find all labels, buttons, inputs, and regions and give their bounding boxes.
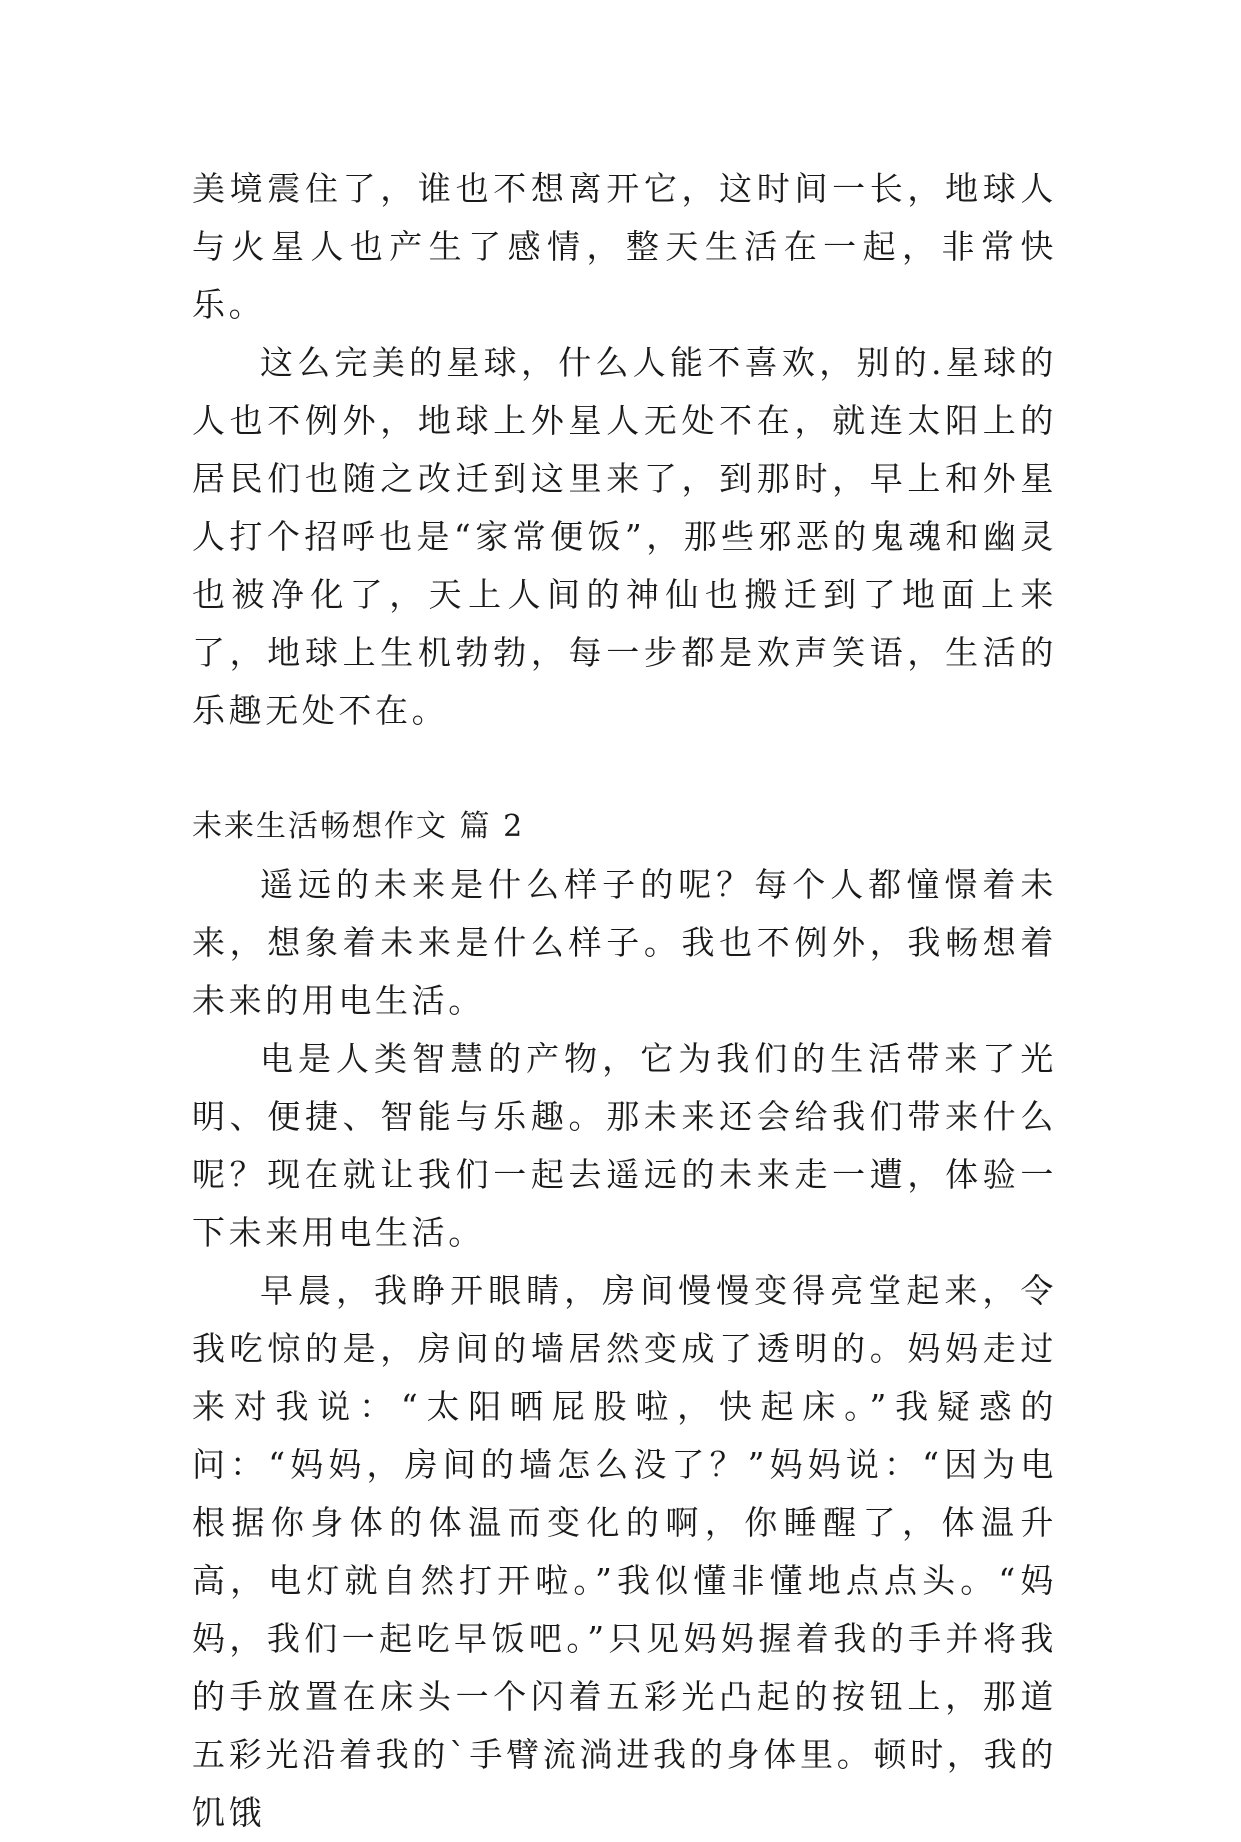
paragraph-distant-future: 遥远的未来是什么样子的呢？每个人都憧憬着未来，想象着未来是什么样子。我也不例外，我畅想着未来的用电生活。 [192,865,1057,1020]
paragraph-continuation: 美境震住了，谁也不想离开它，这时间一长，地球人与火星人也产生了感情，整天生活在一起，非常快乐。 [192,169,1057,324]
document-page [192,160,1057,1842]
section-heading: 未来生活畅想作文 篇 2 [192,809,525,844]
section-spacer [192,740,1057,798]
paragraph-morning: 早晨，我睁开眼睛，房间慢慢变得亮堂起来，令我吃惊的是，房间的墙居然变成了透明的。妈妈走过来对我说：“太阳晒屁股啦，快起床。”我疑惑的问：“妈妈，房间的墙怎么没了？”妈妈说：“因为电根据你身体的体温而变化的啊，你睡醒了，体温升高，电灯就自然打开啦。”我似懂非懂地点点头。“妈妈，我们一起吃早饭吧。”只见妈妈握着我的手并将我的手放置在床头一个闪着五彩光凸起的按钮上，那道五彩光沿着我的`手臂流淌进我的身体里。顿时，我的饥饿 [192,1271,1057,1832]
paragraph-electricity: 电是人类智慧的产物，它为我们的生活带来了光明、便捷、智能与乐趣。那未来还会给我们带来什么呢？现在就让我们一起去遥远的未来走一遭，体验一下未来用电生活。 [192,1039,1057,1252]
paragraph-perfect-planet: 这么完美的星球，什么人能不喜欢，别的.星球的人也不例外，地球上外星人无处不在，就连太阳上的居民们也随之改迁到这里来了，到那时，早上和外星人打个招呼也是“家常便饭”，那些邪恶的鬼魂和幽灵也被净化了，天上人间的神仙也搬迁到了地面上来了，地球上生机勃勃，每一步都是欢声笑语，生活的乐趣无处不在。 [192,343,1057,730]
